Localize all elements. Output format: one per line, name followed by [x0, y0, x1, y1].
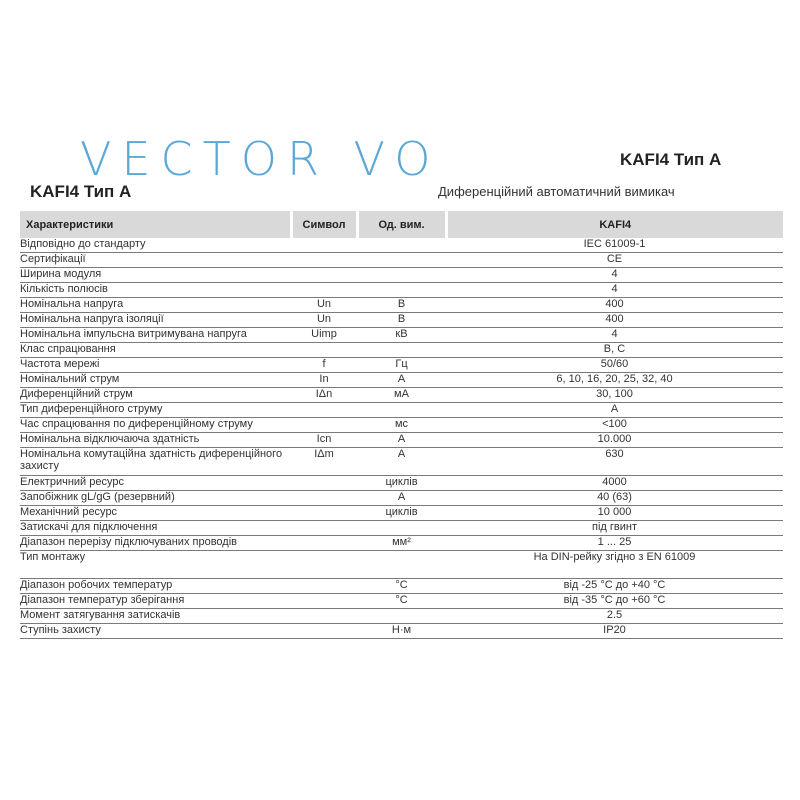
value-cell: 4: [446, 283, 783, 298]
value-cell: 10 000: [446, 506, 783, 521]
table-row: [20, 373, 783, 388]
symbol-cell: [291, 536, 357, 551]
param-cell: Електричний ресурс: [20, 476, 291, 491]
table-row: [20, 506, 783, 521]
unit-cell: А: [357, 448, 446, 476]
param-cell: Частота мережі: [20, 358, 291, 373]
symbol-cell: [291, 579, 357, 594]
table-row: [20, 476, 783, 491]
table-row: [20, 579, 783, 594]
unit-cell: [357, 609, 446, 624]
value-cell: 10.000: [446, 433, 783, 448]
table-row: [20, 433, 783, 448]
symbol-cell: IΔn: [291, 388, 357, 403]
table-row: [20, 313, 783, 328]
value-cell: 2.5: [446, 609, 783, 624]
symbol-cell: [291, 506, 357, 521]
table-row: [20, 253, 783, 268]
symbol-cell: [291, 268, 357, 283]
table-row: [20, 594, 783, 609]
value-cell: під гвинт: [446, 521, 783, 536]
column-header-characteristics: Характеристики: [20, 211, 291, 238]
table-row: [20, 551, 783, 579]
symbol-cell: [291, 343, 357, 358]
table-row: [20, 268, 783, 283]
symbol-cell: [291, 238, 357, 253]
value-cell: 1 ... 25: [446, 536, 783, 551]
unit-cell: Н·м: [357, 624, 446, 639]
column-header-value: KAFI4: [446, 211, 783, 238]
param-cell: Номінальна комутаційна здатність диференційного захисту: [20, 448, 291, 476]
value-cell: CE: [446, 253, 783, 268]
unit-cell: [357, 283, 446, 298]
value-cell: від -25 °C до +40 °C: [446, 579, 783, 594]
symbol-cell: f: [291, 358, 357, 373]
unit-cell: Гц: [357, 358, 446, 373]
value-cell: від -35 °C до +60 °C: [446, 594, 783, 609]
param-cell: Номінальна імпульсна витримувана напруга: [20, 328, 291, 343]
unit-cell: [357, 238, 446, 253]
symbol-cell: [291, 594, 357, 609]
symbol-cell: [291, 624, 357, 639]
unit-cell: [357, 268, 446, 283]
table-row: [20, 328, 783, 343]
unit-cell: °C: [357, 594, 446, 609]
param-cell: Діапазон робочих температур: [20, 579, 291, 594]
param-cell: Тип диференційного струму: [20, 403, 291, 418]
param-cell: Діапазон температур зберігання: [20, 594, 291, 609]
spec-table: [20, 211, 783, 639]
value-cell: <100: [446, 418, 783, 433]
unit-cell: [357, 403, 446, 418]
param-cell: Запобіжник gL/gG (резервний): [20, 491, 291, 506]
brand-logo: [80, 128, 441, 186]
symbol-cell: [291, 283, 357, 298]
table-row: [20, 403, 783, 418]
param-cell: Кількість полюсів: [20, 283, 291, 298]
symbol-cell: Un: [291, 298, 357, 313]
page-title: KAFI4 Тип А: [30, 182, 132, 201]
value-cell: 400: [446, 313, 783, 328]
unit-cell: кВ: [357, 328, 446, 343]
value-cell: 4: [446, 268, 783, 283]
symbol-cell: [291, 418, 357, 433]
value-cell: 4000: [446, 476, 783, 491]
brand-logo-text: VECTOR VO: [80, 132, 441, 186]
value-cell: B, C: [446, 343, 783, 358]
table-row: [20, 521, 783, 536]
unit-cell: А: [357, 491, 446, 506]
value-cell: 40 (63): [446, 491, 783, 506]
unit-cell: мс: [357, 418, 446, 433]
symbol-cell: Un: [291, 313, 357, 328]
symbol-cell: [291, 491, 357, 506]
unit-cell: °C: [357, 579, 446, 594]
table-row: [20, 448, 783, 476]
unit-cell: мА: [357, 388, 446, 403]
table-row: [20, 238, 783, 253]
column-header-symbol: Символ: [291, 211, 357, 238]
table-row: [20, 343, 783, 358]
spec-table-body: [20, 238, 783, 639]
symbol-cell: Icn: [291, 433, 357, 448]
unit-cell: В: [357, 298, 446, 313]
param-cell: Номінальна напруга: [20, 298, 291, 313]
unit-cell: циклів: [357, 506, 446, 521]
value-cell: IP20: [446, 624, 783, 639]
unit-cell: [357, 343, 446, 358]
symbol-cell: In: [291, 373, 357, 388]
table-row: [20, 298, 783, 313]
unit-cell: мм²: [357, 536, 446, 551]
param-cell: Сертифікації: [20, 253, 291, 268]
table-row: [20, 418, 783, 433]
value-cell: 4: [446, 328, 783, 343]
param-cell: Ширина модуля: [20, 268, 291, 283]
table-row: [20, 491, 783, 506]
param-cell: Диференційний струм: [20, 388, 291, 403]
symbol-cell: [291, 476, 357, 491]
param-cell: Номінальна напруга ізоляції: [20, 313, 291, 328]
table-row: [20, 624, 783, 639]
symbol-cell: IΔm: [291, 448, 357, 476]
column-header-unit: Од. вим.: [357, 211, 446, 238]
value-cell: 50/60: [446, 358, 783, 373]
table-row: [20, 388, 783, 403]
unit-cell: В: [357, 313, 446, 328]
symbol-cell: Uimp: [291, 328, 357, 343]
table-row: [20, 536, 783, 551]
spec-table-header: [20, 211, 783, 238]
table-row: [20, 283, 783, 298]
symbol-cell: [291, 609, 357, 624]
table-row: [20, 609, 783, 624]
param-cell: Діапазон перерізу підключуваних проводів: [20, 536, 291, 551]
symbol-cell: [291, 403, 357, 418]
param-cell: Відповідно до стандарту: [20, 238, 291, 253]
param-cell: Номінальна відключаюча здатність: [20, 433, 291, 448]
param-cell: Тип монтажу: [20, 551, 291, 579]
value-cell: На DIN-рейку згідно з EN 61009: [446, 551, 783, 579]
table-row: [20, 358, 783, 373]
param-cell: Клас спрацювання: [20, 343, 291, 358]
symbol-cell: [291, 253, 357, 268]
value-cell: 630: [446, 448, 783, 476]
value-cell: 400: [446, 298, 783, 313]
unit-cell: [357, 521, 446, 536]
param-cell: Номінальний струм: [20, 373, 291, 388]
unit-cell: циклів: [357, 476, 446, 491]
unit-cell: А: [357, 373, 446, 388]
value-cell: IEC 61009-1: [446, 238, 783, 253]
param-cell: Затискачі для підключення: [20, 521, 291, 536]
unit-cell: [357, 253, 446, 268]
value-cell: 30, 100: [446, 388, 783, 403]
value-cell: 6, 10, 16, 20, 25, 32, 40: [446, 373, 783, 388]
param-cell: Час спрацювання по диференційному струму: [20, 418, 291, 433]
page-subtitle: Диференційний автоматичний вимикач: [438, 184, 675, 199]
unit-cell: А: [357, 433, 446, 448]
symbol-cell: [291, 521, 357, 536]
value-cell: A: [446, 403, 783, 418]
symbol-cell: [291, 551, 357, 579]
param-cell: Момент затягування затискачів: [20, 609, 291, 624]
unit-cell: [357, 551, 446, 579]
param-cell: Механічний ресурс: [20, 506, 291, 521]
page-header-title: KAFI4 Тип А: [620, 150, 722, 169]
param-cell: Ступінь захисту: [20, 624, 291, 639]
